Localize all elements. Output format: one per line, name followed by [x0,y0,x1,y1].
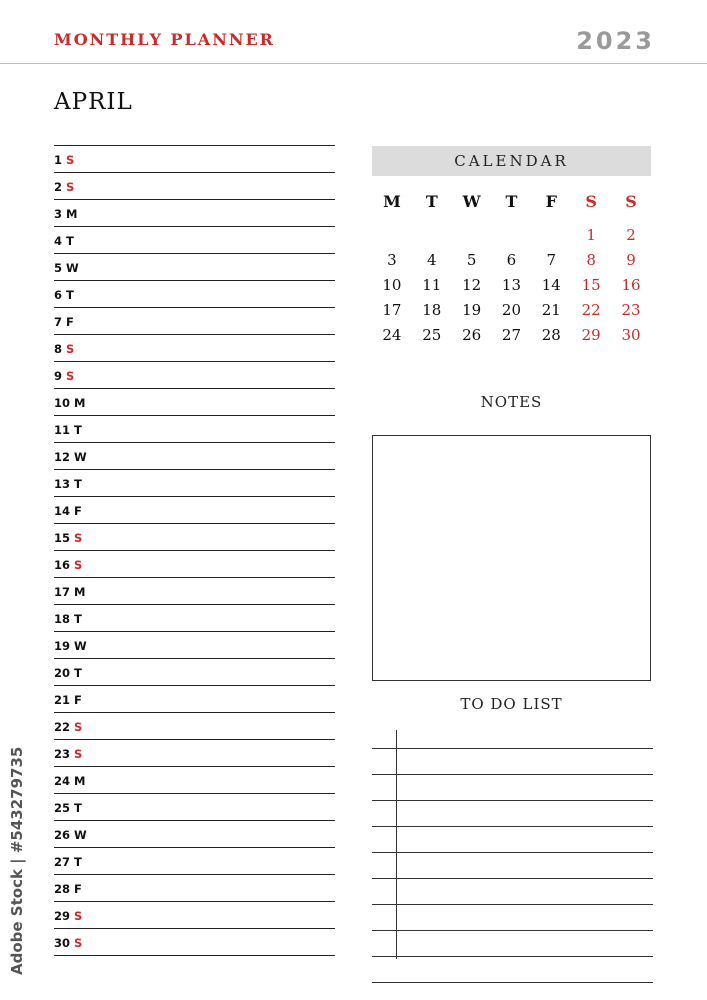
day-number: 20 [54,666,71,680]
day-label [54,936,82,950]
planner-year: 2023 [576,27,655,55]
day-row[interactable] [54,226,335,253]
header-divider [0,63,707,64]
calendar-date[interactable]: 17 [382,301,402,319]
day-weekday-letter: F [66,315,74,329]
calendar-date[interactable]: 12 [462,276,482,294]
watermark-text: Adobe Stock | #543279735 [8,746,26,975]
day-row[interactable] [54,712,335,739]
day-label [54,477,82,491]
calendar-date[interactable]: 2 [626,226,636,244]
day-number: 9 [54,369,63,383]
day-weekday-letter: S [74,531,83,545]
calendar-weekday: T [425,192,438,211]
day-number: 4 [54,234,63,248]
day-weekday-letter: S [74,747,83,761]
calendar-date[interactable]: 8 [586,251,596,269]
todo-item[interactable] [402,853,649,877]
todo-item[interactable] [402,931,649,955]
day-number: 27 [54,855,71,869]
calendar-date[interactable]: 25 [422,326,442,344]
day-number: 26 [54,828,71,842]
day-row[interactable] [54,496,335,523]
day-weekday-letter: S [74,909,83,923]
day-label [54,180,74,194]
day-label [54,693,82,707]
day-weekday-letter: W [74,639,87,653]
day-weekday-letter: S [74,558,83,572]
day-weekday-letter: T [74,666,82,680]
calendar-date [531,223,571,248]
calendar-weekday: S [625,192,637,211]
day-label [54,855,82,869]
calendar-date[interactable]: 11 [422,276,442,294]
calendar-date [452,223,492,248]
day-number: 15 [54,531,71,545]
calendar-weekday: F [545,192,557,211]
day-weekday-letter: F [74,693,82,707]
calendar-weekday: M [383,192,401,211]
day-label [54,747,82,761]
calendar-date[interactable]: 4 [426,251,437,269]
day-number: 24 [54,774,71,788]
day-label [54,396,85,410]
todo-item[interactable] [402,801,649,825]
day-weekday-letter: M [74,774,86,788]
day-label [54,720,82,734]
day-label [54,774,85,788]
day-number: 29 [54,909,71,923]
todo-item[interactable] [402,957,649,981]
day-number: 11 [54,423,71,437]
day-label [54,342,74,356]
day-row[interactable] [54,793,335,820]
calendar-week [372,323,651,348]
day-row[interactable] [54,766,335,793]
day-row[interactable] [54,442,335,469]
day-weekday-letter: S [66,342,75,356]
day-number: 21 [54,693,71,707]
day-number: 17 [54,585,71,599]
notes-box[interactable] [372,435,651,681]
day-weekday-letter: S [66,180,75,194]
calendar-weekday: S [585,192,597,211]
calendar-date[interactable]: 26 [462,326,482,344]
day-number: 30 [54,936,71,950]
day-row[interactable] [54,469,335,496]
day-weekday-letter: W [74,450,87,464]
day-weekday-letter: F [74,504,82,518]
day-number: 3 [54,207,63,221]
calendar-date[interactable]: 23 [621,301,641,319]
day-label [54,369,74,383]
calendar-date [412,223,452,248]
day-row[interactable] [54,739,335,766]
day-weekday-letter: S [66,369,75,383]
day-row[interactable] [54,901,335,928]
day-row[interactable] [54,604,335,631]
calendar-date[interactable]: 16 [621,276,641,294]
todo-item[interactable] [402,905,649,929]
calendar-spacer [372,215,651,223]
calendar-week [372,273,651,298]
day-row[interactable] [54,361,335,388]
calendar-date [492,223,532,248]
month-title: APRIL [54,89,133,115]
day-row[interactable] [54,280,335,307]
day-weekday-letter: M [66,207,78,221]
day-row[interactable] [54,334,335,361]
calendar-date[interactable]: 30 [621,326,641,344]
calendar-date[interactable]: 29 [581,326,601,344]
todo-item[interactable] [402,749,649,773]
calendar-date[interactable]: 15 [581,276,601,294]
day-weekday-letter: S [74,936,83,950]
notes-title: NOTES [480,393,543,411]
day-label [54,558,82,572]
daily-list [54,145,335,956]
day-row[interactable] [54,199,335,226]
day-row[interactable] [54,388,335,415]
todo-list [372,730,653,959]
day-label [54,801,82,815]
calendar-date[interactable]: 18 [422,301,442,319]
todo-title: TO DO LIST [460,695,563,713]
calendar-date[interactable]: 22 [581,301,601,319]
day-number: 12 [54,450,71,464]
day-row[interactable] [54,874,335,901]
day-number: 6 [54,288,63,302]
day-row[interactable] [54,631,335,658]
day-weekday-letter: T [66,288,74,302]
calendar-week [372,248,651,273]
calendar-date[interactable]: 7 [546,251,557,269]
day-number: 8 [54,342,63,356]
stock-watermark [8,746,28,975]
calendar-date[interactable]: 13 [501,276,521,294]
day-label [54,207,77,221]
day-row[interactable] [54,820,335,847]
day-weekday-letter: S [74,720,83,734]
day-weekday-letter: W [74,828,87,842]
day-row[interactable] [54,550,335,577]
day-row[interactable] [54,928,335,956]
day-weekday-letter: M [74,585,86,599]
day-label [54,234,74,248]
day-row[interactable] [54,523,335,550]
calendar-date[interactable]: 5 [466,251,477,269]
todo-item[interactable] [402,827,649,851]
day-number: 7 [54,315,63,329]
calendar-date[interactable]: 24 [382,326,402,344]
calendar-date[interactable]: 27 [501,326,521,344]
day-row[interactable] [54,658,335,685]
todo-line [372,982,653,983]
calendar-title: CALENDAR [372,146,651,176]
calendar-weekday: W [462,192,481,211]
calendar-date [372,223,412,248]
calendar-date[interactable]: 3 [387,251,397,269]
day-row[interactable] [54,685,335,712]
day-row[interactable] [54,145,335,172]
day-weekday-letter: T [74,477,82,491]
day-number: 13 [54,477,71,491]
mini-calendar [372,188,651,348]
day-number: 22 [54,720,71,734]
day-number: 28 [54,882,71,896]
day-row[interactable] [54,847,335,874]
day-row[interactable] [54,415,335,442]
calendar-date[interactable]: 9 [626,251,636,269]
day-weekday-letter: T [74,801,82,815]
todo-item[interactable] [402,775,649,799]
day-number: 10 [54,396,71,410]
day-row[interactable] [54,577,335,604]
day-label [54,612,82,626]
day-number: 19 [54,639,71,653]
calendar-date[interactable]: 1 [586,226,596,244]
calendar-date[interactable]: 21 [541,301,561,319]
day-number: 2 [54,180,63,194]
day-label [54,639,87,653]
calendar-date[interactable]: 20 [501,301,521,319]
day-label [54,504,82,518]
day-weekday-letter: T [66,234,74,248]
day-weekday-letter: T [74,612,82,626]
day-label [54,531,82,545]
day-number: 23 [54,747,71,761]
calendar-date[interactable]: 14 [541,276,561,294]
day-label [54,666,82,680]
day-label [54,450,87,464]
day-weekday-letter: M [74,396,86,410]
calendar-date[interactable]: 6 [506,251,517,269]
day-label [54,153,74,167]
todo-checkbox-column-divider [396,730,397,959]
day-weekday-letter: T [74,423,82,437]
day-label [54,585,85,599]
day-row[interactable] [54,172,335,199]
calendar-date[interactable]: 10 [382,276,402,294]
day-label [54,423,82,437]
day-weekday-letter: F [74,882,82,896]
day-label [54,909,82,923]
planner-title: MONTHLY PLANNER [54,30,275,49]
day-weekday-letter: S [66,153,75,167]
day-label [54,261,79,275]
day-label [54,828,87,842]
day-label [54,288,74,302]
day-label [54,315,74,329]
calendar-week [372,298,651,323]
day-row[interactable] [54,307,335,334]
day-number: 16 [54,558,71,572]
day-number: 5 [54,261,63,275]
todo-item[interactable] [402,879,649,903]
day-weekday-letter: T [74,855,82,869]
day-label [54,882,82,896]
day-weekday-letter: W [66,261,79,275]
day-number: 25 [54,801,71,815]
day-row[interactable] [54,253,335,280]
calendar-weekday-row [372,188,651,215]
day-number: 14 [54,504,71,518]
calendar-weekday: T [505,192,518,211]
day-number: 18 [54,612,71,626]
calendar-week [372,223,651,248]
calendar-date[interactable]: 19 [462,301,482,319]
calendar-date[interactable]: 28 [541,326,561,344]
day-number: 1 [54,153,63,167]
